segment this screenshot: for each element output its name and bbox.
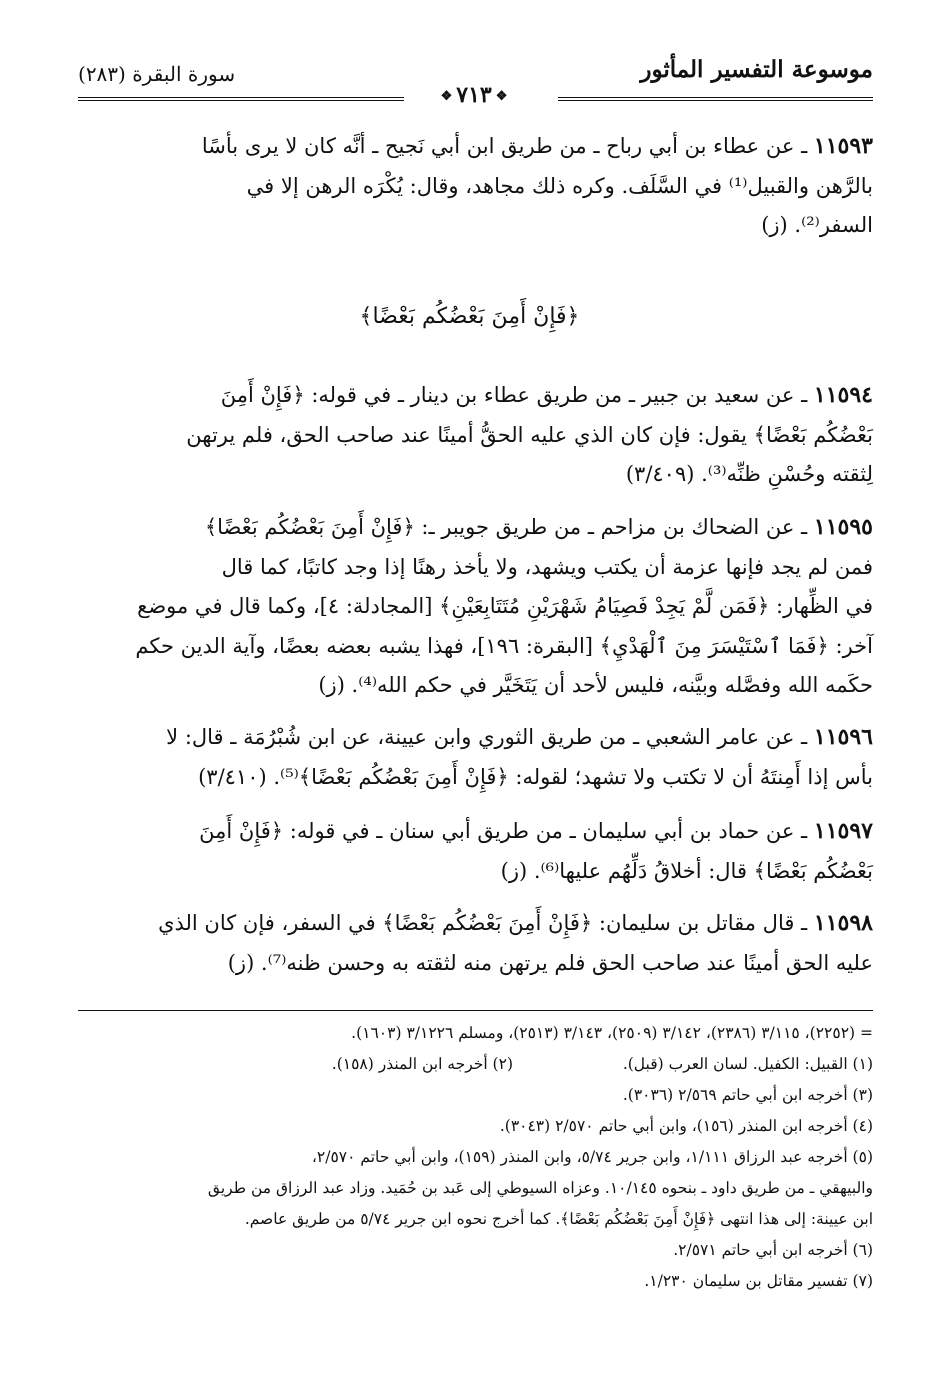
entry-number: ١١٥٩٦ (813, 724, 873, 750)
running-head-book-title: موسوعة التفسير المأثور (640, 56, 873, 83)
entry-11598 (78, 904, 873, 983)
entry-number: ١١٥٩٧ (813, 818, 873, 844)
ornament-icon: ❖ (495, 88, 508, 104)
footnote-4: (٤) أخرجه ابن المنذر (١٥٦)، وابن أبي حاتم ٢/٥٧٠ (٣٠٤٣). (499, 1117, 873, 1135)
entry-text-line: ـ عن سعيد بن جبير ـ من طريق عطاء بن دينار ـ في قوله: ﴿فَإِنْ أَمِنَ (220, 383, 808, 407)
entry-number: ١١٥٩٨ (813, 910, 873, 936)
entry-text-line: ـ عن عطاء بن أبي رباح ـ من طريق ابن أبي نَجيح ـ أنَّه كان لا يرى بأسًا (201, 134, 808, 158)
footnote-5-line: والبيهقي ـ من طريق داود ـ بنحوه ١٠/١٤٥. وعزاه السيوطي إلى عَبد بن حُمَيد. وزاد عبد الرزاق من طريق (207, 1179, 873, 1197)
footnote-separator (78, 1010, 873, 1011)
footnote-5-line: (٥) أخرجه عبد الرزاق ١/١١١، وابن جرير ٥/٧٤، وابن المنذر (١٥٩)، وابن أبي حاتم ٢/٥٧٠، (311, 1148, 873, 1166)
running-head-surah: سورة البقرة (٢٨٣) (78, 62, 236, 86)
entry-text-line: عليه الحق أمينًا عند صاحب الحق فلم يرتهن منه لثقته به وحسن ظنه⁽⁷⁾. (ز) (227, 950, 873, 975)
entry-11595 (78, 508, 873, 706)
footnote-row (73, 1049, 873, 1080)
entry-11594 (78, 376, 873, 495)
entry-text-line: ـ عن الضحاك بن مزاحم ـ من طريق جويبر ـ: ﴿فَإِنْ أَمِنَ بَعْضُكُم بَعْضًا﴾ (204, 515, 808, 539)
entry-number: ١١٥٩٣ (813, 133, 873, 159)
entry-text-line: آخر: ﴿فَمَا ٱسْتَيْسَرَ مِنَ ٱلْهَدْيِ﴾ [البقرة: ١٩٦]، فهذا يشبه بعضه بعضًا، وآية الدين حكم (135, 633, 873, 658)
entry-number: ١١٥٩٥ (813, 514, 873, 540)
footnote-7: (٧) تفسير مقاتل بن سليمان ١/٢٣٠. (644, 1272, 873, 1290)
footnote-5-line: ابن عيينة: إلى هذا انتهى ﴿فَإِنْ أَمِنَ بَعْضُكُم بَعْضًا﴾. كما أخرج نحوه ابن جرير ٥/٧٤ من طريق عاصم. (244, 1210, 873, 1228)
entry-text-line: حكَمه الله وفصَّله وبيَّنه، فليس لأحد أن يَتَخَيَّر في حكم الله⁽⁴⁾. (ز) (318, 673, 873, 697)
entry-text-line: ـ عن عامر الشعبي ـ من طريق الثوري وابن عيينة، عن ابن شُبْرُمَة ـ قال: لا (166, 725, 808, 749)
entry-text-line: في الظِّهار: ﴿فَمَن لَّمْ يَجِدْ فَصِيَامُ شَهْرَيْنِ مُتَتَابِعَيْنِ﴾ [المجادلة: ٤]، وكما قال في موضع (137, 594, 873, 618)
footnotes (73, 1018, 873, 1297)
entry-text-line: بَعْضُكُم بَعْضًا﴾ يقول: فإن كان الذي عليه الحقُّ أمينًا عند صاحب الحق، فلم يرتهن (186, 422, 873, 447)
entry-text-line: ـ عن حماد بن أبي سليمان ـ من طريق أبي سنان ـ في قوله: ﴿فَإِنْ أَمِنَ (199, 819, 808, 843)
entry-11597 (78, 812, 873, 891)
footnote-2: (٢) أخرجه ابن المنذر (١٥٨). (331, 1055, 513, 1073)
entry-text-line: بأس إذا أَمِنتَهُ أن لا تكتب ولا تشهد؛ لقوله: ﴿فَإِنْ أَمِنَ بَعْضُكُم بَعْضًا﴾⁽⁵⁾. (٣/٤١٠) (198, 764, 873, 789)
entry-number: ١١٥٩٤ (813, 382, 873, 408)
page-number (404, 82, 544, 108)
entry-11593 (78, 127, 873, 246)
ayah-heading: ﴿فَإِنْ أَمِنَ بَعْضُكُم بَعْضًا﴾ (359, 304, 580, 329)
page-number-value: ٧١٣ (456, 82, 492, 108)
footnote-1: (١) القبيل: الكفيل. لسان العرب (قبل). (622, 1055, 873, 1073)
footnote-6: (٦) أخرجه ابن أبي حاتم ٢/٥٧١. (673, 1241, 873, 1259)
footnote-3: (٣) أخرجه ابن أبي حاتم ٢/٥٦٩ (٣٠٣٦). (622, 1086, 873, 1104)
footnote-continuation: = (٢٢٥٢)، ٣/١١٥ (٢٣٨٦)، ٣/١٤٢ (٢٥٠٩)، ٣/١٤٣ (٢٥١٣)، ومسلم ٣/١٢٢٦ (١٦٠٣). (351, 1024, 873, 1042)
entry-text-line: فمن لم يجد فإنها عزمة أن يكتب ويشهد، ولا يأخذ رهنًا إذا وجد كاتبًا، كما قال (221, 554, 873, 579)
header-rule-left (78, 97, 404, 98)
entry-text-line: لِثقته وحُسْنِ ظنِّه⁽³⁾. (٣/٤٠٩) (625, 462, 873, 486)
entry-text-line: بَعْضُكُم بَعْضًا﴾ قال: أخلاقُ دَلِّهُم عليها⁽⁶⁾. (ز) (500, 858, 873, 883)
header-rule-right (558, 97, 873, 98)
ornament-icon: ❖ (440, 88, 453, 104)
entry-text-line: السفر⁽²⁾. (ز) (761, 213, 873, 237)
entry-text-line: بالرَّهن والقبيل⁽¹⁾ في السَّلَف. وكره ذلك مجاهد، وقال: يُكْرَه الرهن إلا في (246, 173, 873, 198)
entry-11596 (78, 718, 873, 797)
entry-text-line: ـ قال مقاتل بن سليمان: ﴿فَإِنْ أَمِنَ بَعْضُكُم بَعْضًا﴾ في السفر، فإن كان الذي (158, 911, 808, 935)
